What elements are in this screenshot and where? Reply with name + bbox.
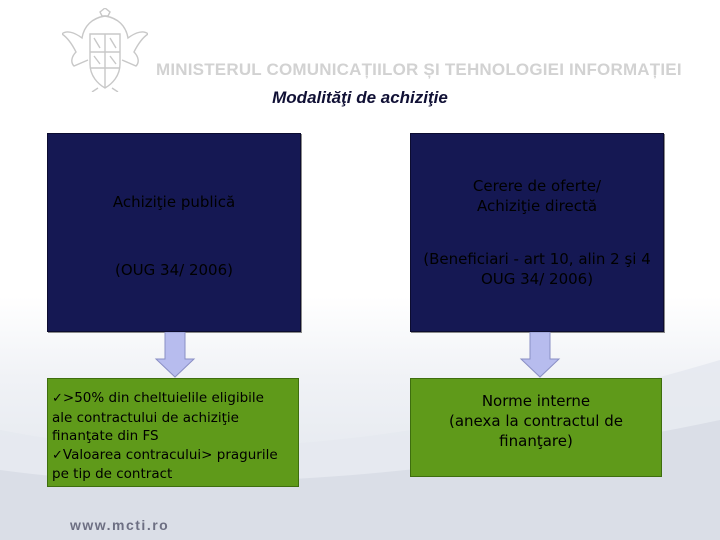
direct-procurement-heading-line: Achiziţie directă	[476, 197, 598, 215]
criteria-item-line: finanţate din FS	[52, 428, 159, 444]
public-procurement-heading: Achiziţie publică	[112, 193, 236, 211]
direct-procurement-heading	[411, 176, 663, 216]
checkmark-icon: ✓	[52, 447, 63, 463]
criteria-item-line: ale contractului de achiziţie	[52, 409, 239, 426]
slide-title: Modalităţi de achiziţie	[272, 88, 448, 107]
criteria-item-line: pe tip de contract	[52, 466, 173, 482]
internal-norms-text	[411, 391, 661, 451]
criteria-item-text: >50% din cheltuielile eligibile	[62, 390, 264, 406]
website-link[interactable]: www.mcti.ro	[70, 517, 170, 533]
criteria-item-line	[52, 389, 294, 409]
internal-norms-box	[410, 378, 662, 477]
criteria-item-text: Valoarea contracului> pragurile	[62, 446, 278, 463]
internal-norms-line: (anexa la contractul de	[449, 412, 623, 430]
criteria-box	[47, 378, 299, 487]
internal-norms-line: finanţare)	[499, 432, 573, 450]
public-procurement-note: (OUG 34/ 2006)	[115, 261, 233, 279]
ministry-name: MINISTERUL COMUNICAȚIILOR ȘI TEHNOLOGIEI INFORMAȚIEI	[156, 60, 682, 79]
criteria-item-line	[52, 446, 294, 466]
direct-procurement-box	[410, 133, 664, 332]
direct-procurement-heading-line: Cerere de oferte/	[472, 177, 602, 195]
romanian-coat-of-arms-icon	[62, 8, 148, 92]
direct-procurement-note-line: (Beneficiari - art 10, alin 2 şi 4	[423, 250, 651, 268]
criteria-item	[52, 446, 294, 484]
criteria-item	[52, 389, 294, 446]
public-procurement-box	[47, 133, 301, 332]
down-arrow-icon	[513, 332, 567, 378]
internal-norms-line: Norme interne	[481, 392, 591, 410]
checkmark-icon: ✓	[52, 391, 63, 406]
down-arrow-icon	[148, 332, 202, 378]
direct-procurement-note-line: OUG 34/ 2006)	[480, 270, 594, 288]
direct-procurement-note	[411, 249, 663, 289]
criteria-list	[52, 389, 294, 484]
